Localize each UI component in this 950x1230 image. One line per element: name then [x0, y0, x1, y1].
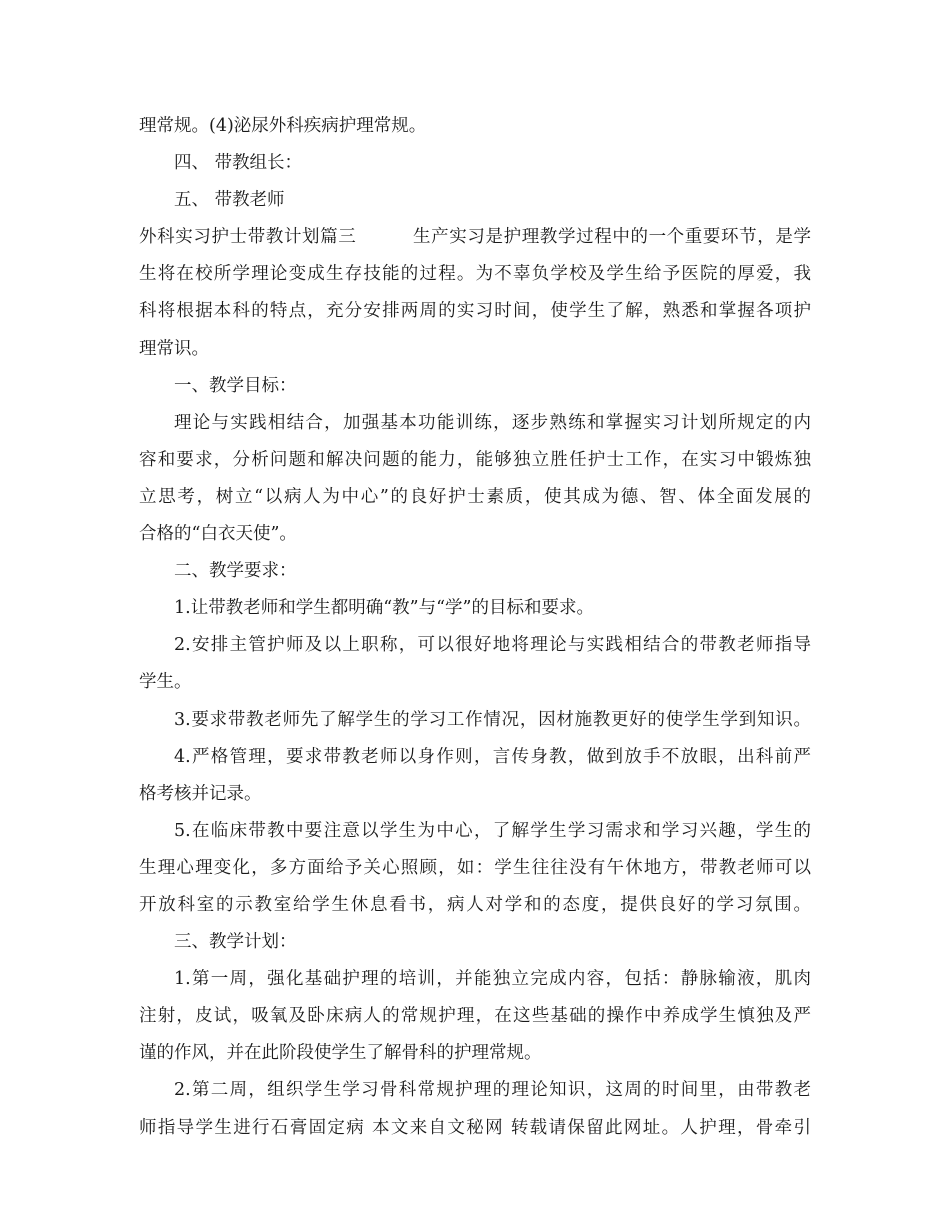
- text-line: 谨的作风，并在此阶段使学生了解骨科的护理常规。: [139, 1043, 542, 1064]
- text-line: 生将在校所学理论变成生存技能的过程。为不辜负学校及学生给予医院的厚爱，我: [139, 264, 811, 285]
- text-line: 理论与实践相结合，加强基本功能训练，逐步熟练和掌握实习计划所规定的内: [174, 412, 811, 433]
- text-line: 5.在临床带教中要注意以学生为中心，了解学生学习需求和学习兴趣，学生的: [174, 820, 811, 841]
- section-heading: 三、教学计划：: [174, 932, 297, 953]
- text-line: 理常识。: [139, 338, 209, 359]
- text-line: 学生。: [139, 672, 192, 693]
- text-line: 师指导学生进行石膏固定病 本文来自文秘网 转载请保留此网址。人护理，骨牵引: [139, 1117, 811, 1138]
- text-line: [139, 219, 811, 256]
- document-body: [139, 108, 811, 1147]
- text-line: 开放科室的示教室给学生休息看书，病人对学和的态度，提供良好的学习氛围。: [139, 894, 811, 915]
- text-line: 科将根据本科的特点，充分安排两周的实习时间，使学生了解，熟悉和掌握各项护: [139, 301, 811, 322]
- text-line: 1.第一周，强化基础护理的培训，并能独立完成内容，包括：静脉输液，肌肉: [174, 969, 811, 990]
- paragraph-text: 生产实习是护理教学过程中的一个重要环节，是学: [412, 227, 812, 248]
- text-line: 2.安排主管护师及以上职称，可以很好地将理论与实践相结合的带教老师指导: [174, 635, 811, 656]
- text-line: 2.第二周，组织学生学习骨科常规护理的理论知识，这周的时间里，由带教老: [174, 1080, 811, 1101]
- text-line: 理常规。(4)泌尿外科疾病护理常规。: [139, 116, 427, 136]
- text-line: 容和要求，分析问题和解决问题的能力，能够独立胜任护士工作，在实习中锻炼独: [139, 449, 811, 470]
- section-heading: 五、 带教老师: [174, 190, 285, 211]
- text-line: 立思考，树立“以病人为中心”的良好护士素质，使其成为德、智、体全面发展的: [139, 486, 811, 507]
- text-line: 合格的“白衣天使”。: [139, 524, 297, 545]
- section-heading: 一、教学目标：: [174, 375, 297, 396]
- section-heading: 四、 带教组长：: [174, 153, 303, 174]
- text-line: 格考核并记录。: [139, 783, 262, 804]
- article-title: 外科实习护士带教计划篇三: [139, 227, 357, 248]
- text-line: 注射，皮试，吸氧及卧床病人的常规护理，在这些基础的操作中养成学生慎独及严: [139, 1006, 811, 1027]
- section-heading: 二、教学要求：: [174, 561, 297, 582]
- text-line: 1.让带教老师和学生都明确“教”与“学”的目标和要求。: [174, 598, 594, 619]
- text-line: 4.严格管理，要求带教老师以身作则，言传身教，做到放手不放眼，出科前严: [174, 746, 811, 767]
- text-line: 3.要求带教老师先了解学生的学习工作情况，因材施教更好的使学生学到知识。: [174, 709, 811, 730]
- text-line: 生理心理变化，多方面给予关心照顾，如：学生往往没有午休地方，带教老师可以: [139, 857, 811, 878]
